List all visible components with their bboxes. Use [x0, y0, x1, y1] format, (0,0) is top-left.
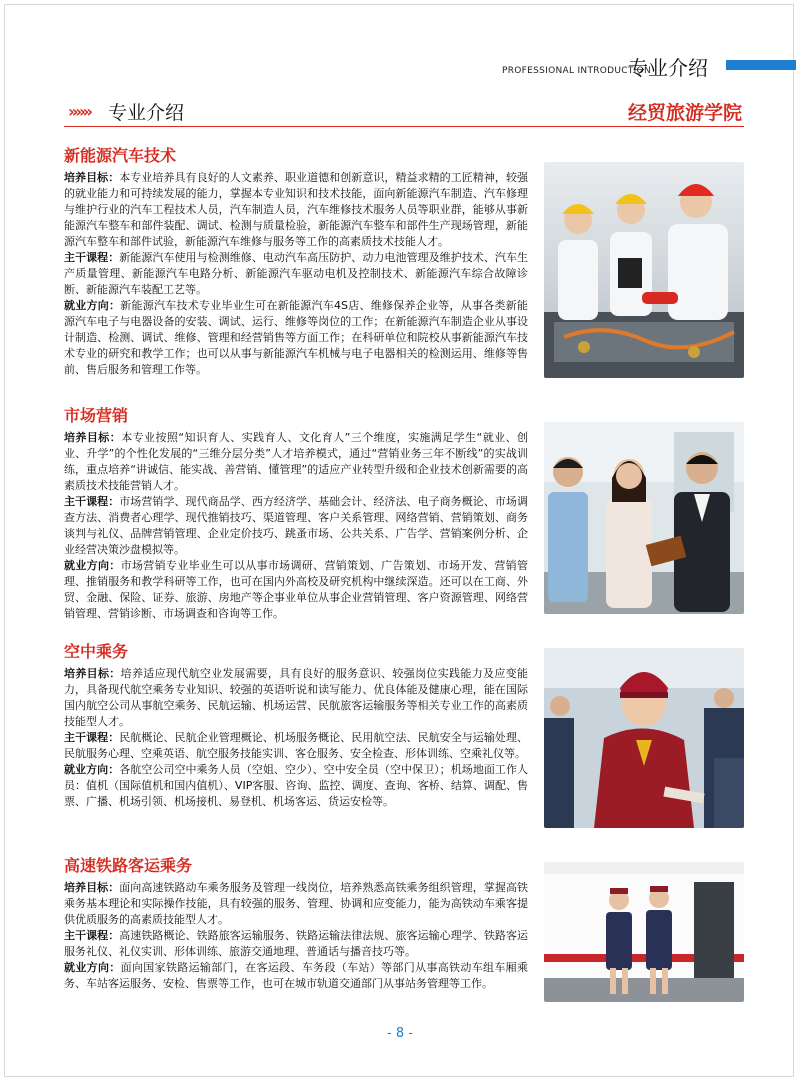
major-description: [64, 170, 528, 378]
course-text: 市场营销学、现代商品学、西方经济学、基础会计、经济法、电子商务概论、市场调查方法、消费者心理学、现代推销技巧、渠道管理、客户关系管理、网络营销、营销策划、商务谈判与礼仪、品牌营销管理、企业定价技巧、跳蚤市场、公共关系、广告学、营销案例分析、企业经营决策沙盘模拟等。: [64, 495, 529, 556]
career-text: 市场营销专业毕业生可以从事市场调研、营销策划、广告策划、市场开发、营销管理、推销服务和教学科研等工作，也可在国内外高校及研究机构中继续深造。还可以在工商、外贸、金融、保险、证券、旅游、房地产等企事业单位从事企业营销管理、客户资源管理、网络营销管理、营销诊断、市场调查和咨询等工作。: [64, 559, 528, 620]
course-text: 高速铁路概论、铁路旅客运输服务、铁路运输法律法规、旅客运输心理学、铁路客运服务礼仪、礼仪实训、形体训练、旅游交通地理、普通话与播音技巧等。: [64, 929, 529, 958]
school-name: 经贸旅游学院: [627, 102, 742, 124]
course-label: 主干课程：: [64, 251, 120, 264]
career-label: 就业方向：: [64, 961, 121, 974]
career-text: 面向国家铁路运输部门，在客运段、车务段（车站）等部门从事高铁动车组车厢乘务、车站客运服务、安检、售票等工作，也可在城市轨道交通部门从事站务管理等工作。: [64, 961, 528, 990]
photo-marketing-team: [544, 422, 744, 614]
course-text: 民航概论、民航企业管理概论、机场服务概论、民用航空法、民航安全与运输处理、民航服务心理、空乘英语、航空服务技能实训、客仓服务、安全检查、形体训练、空乘礼仪等。: [64, 731, 529, 760]
goal-label: 培养目标：: [64, 171, 120, 184]
header-accent-bar: [726, 60, 796, 70]
major-flight-attendant: [64, 642, 744, 810]
major-high-speed-rail: [64, 856, 744, 992]
goal-label: 培养目标：: [64, 667, 121, 680]
section-divider: [64, 126, 744, 127]
major-new-energy-vehicle: [64, 146, 744, 378]
major-marketing: [64, 406, 744, 622]
major-title: 市场营销: [64, 406, 129, 425]
photo-rail-attendants: [544, 862, 744, 1002]
career-label: 就业方向：: [64, 559, 121, 572]
career-label: 就业方向：: [64, 763, 120, 776]
page-number: - 8 -: [387, 1026, 413, 1041]
course-text: 新能源汽车使用与检测维修、电动汽车高压防护、动力电池管理及维护技术、汽车生产质量管理、新能源汽车电路分析、新能源汽车驱动电机及控制技术、新能源汽车综合故障诊断、新能源汽车装配工艺等。: [64, 251, 529, 296]
goal-text: 培养适应现代航空业发展需要，具有良好的服务意识、较强岗位实践能力及应变能力，具备现代航空乘务专业知识、较强的英语听说和读写能力、优良体能及健康心理，能在国际国内航空公司从事航空乘务、民航运输、机场运营、民航旅客运输服务等相关专业工作的高素质技能型人才。: [64, 667, 528, 728]
goal-label: 培养目标：: [64, 431, 122, 444]
major-title: 空中乘务: [64, 642, 129, 661]
section-title: 专业介绍: [108, 102, 185, 124]
major-title: 高速铁路客运乘务: [64, 856, 193, 875]
goal-label: 培养目标：: [64, 881, 120, 894]
goal-text: 面向高速铁路动车乘务服务及管理一线岗位，培养熟悉高铁乘务组织管理，掌握高铁乘务基本理论和实际操作技能，具有较强的服务、管理、协调和应变能力，能为高铁动车乘客提供优质服务的高素质技能型人才。: [64, 881, 529, 926]
photo-ev-technicians: [544, 162, 744, 378]
course-label: 主干课程：: [64, 929, 120, 942]
header-en-label: PROFESSIONAL INTRODUCTION: [502, 66, 652, 76]
photo-flight-attendant: [544, 648, 744, 828]
chevron-icon: »»»: [68, 102, 91, 121]
career-label: 就业方向：: [64, 299, 121, 312]
course-label: 主干课程：: [64, 495, 120, 508]
major-description: [64, 666, 528, 810]
major-title: 新能源汽车技术: [64, 146, 177, 165]
goal-text: 本专业培养具有良好的人文素养、职业道德和创新意识，精益求精的工匠精神，较强的就业能力和可持续发展的能力，掌握本专业知识和技术技能，面向新能源汽车制造、汽车修理与维护行业的汽车工程技术人员，汽车制造人员，汽车维修技术服务人员等职业群，能够从事新能源汽车整车和部件装配、调试、检测与质量检验，新能源汽车整车和部件生产现场管理，新能源汽车整车和部件试验，新能源汽车维修与服务等工作的高素质技术技能人才。: [64, 171, 529, 248]
career-text: 新能源汽车技术专业毕业生可在新能源汽车4S店、维修保养企业等，从事各类新能源汽车电子与电器设备的安装、调试、运行、维修等岗位的工作；在新能源汽车制造企业从事设计制造、检测、调试、维修、管理和经营销售等方面工作；在科研单位和院校从事新能源汽车技术专业的研究和教学工作；也可以从事与新能源汽车机械与电子电器相关的检测运用、维修等售前、售后服务和管理工作等。: [64, 299, 529, 376]
major-description: [64, 430, 528, 622]
section-header: [0, 96, 800, 128]
page-header: [0, 50, 800, 84]
header-cn-label: 专业介绍: [628, 56, 708, 80]
career-text: 各航空公司空中乘务人员（空姐、空少）、空中安全员（空中保卫）；机场地面工作人员：值机（国际值机和国内值机）、VIP客服、咨询、监控、调度、查询、客桥、结算、调配、售票、广播、机场引领、机场接机、易登机、机场客运、货运安检等。: [64, 763, 529, 808]
course-label: 主干课程：: [64, 731, 120, 744]
goal-text: 本专业按照“知识育人、实践育人、文化育人”三个维度，实施满足学生“就业、创业、升学”的个性化发展的“三维分层分类”人才培养模式，通过“营销业务三年不断线”的实战训练，重点培养“讲诚信、能实战、善营销、懂管理”的适应产业转型升级和企业技术创新需要的高素质技术技能营销人才。: [64, 431, 529, 492]
major-description: [64, 880, 528, 992]
